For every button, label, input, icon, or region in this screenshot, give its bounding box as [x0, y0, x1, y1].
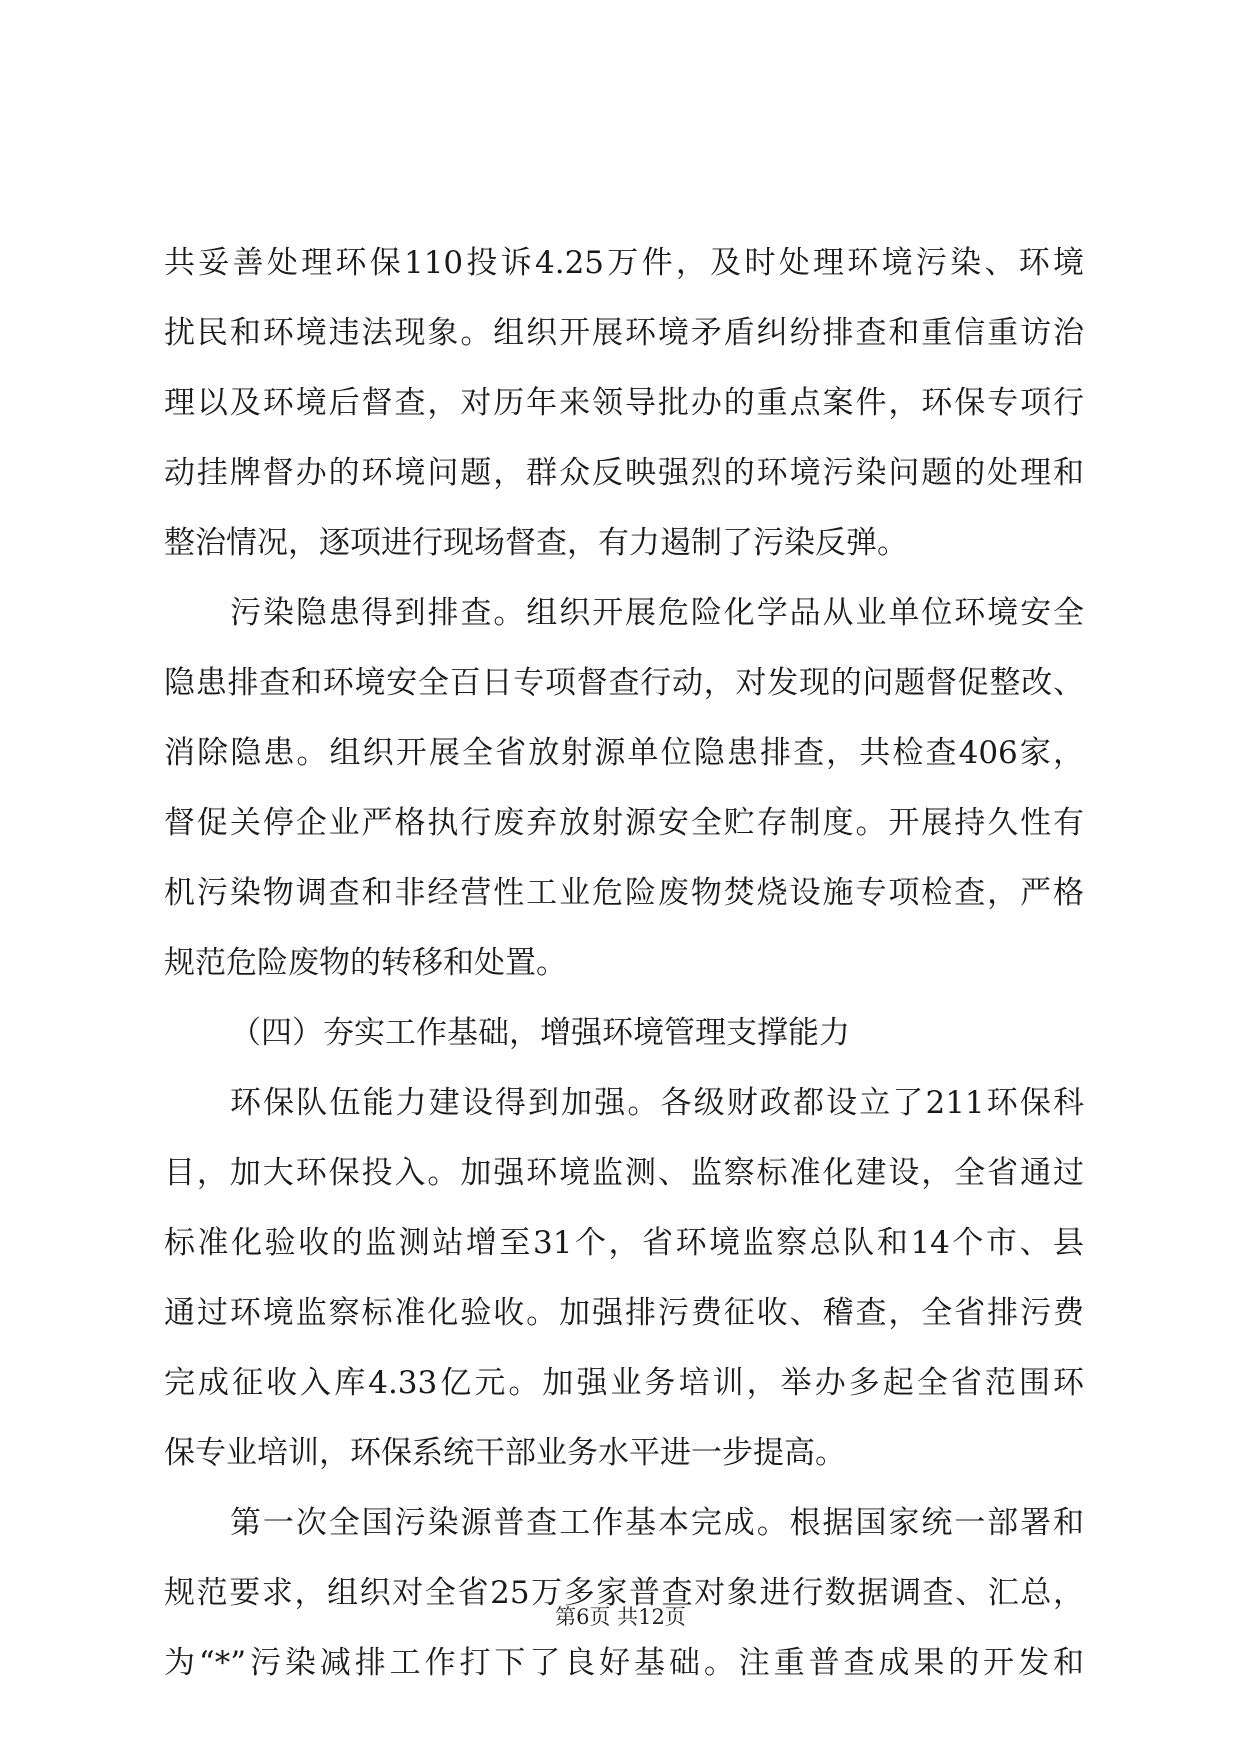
paragraph-2-line-3: 消除隐患。组织开展全省放射源单位隐患排查，共检查406家，: [164, 735, 1084, 771]
paragraph-2-line-4: 督促关停企业严格执行废弃放射源安全贮存制度。开展持久性有: [164, 805, 1084, 841]
paragraph-3-line-6: 保专业培训，环保系统干部业务水平进一步提高。: [164, 1435, 846, 1471]
paragraph-4-line-3: 为“*”污染减排工作打下了良好基础。注重普查成果的开发和: [164, 1645, 1084, 1681]
paragraph-2-line-1: 污染隐患得到排查。组织开展危险化学品从业单位环境安全: [230, 595, 1084, 631]
paragraph-2-line-2: 隐患排查和环境安全百日专项督查行动，对发现的问题督促整改、: [164, 665, 1084, 701]
paragraph-3-line-3: 标准化验收的监测站增至31个，省环境监察总队和14个市、县: [164, 1225, 1084, 1261]
document-body: [164, 228, 1084, 1698]
paragraph-3-line-5: 完成征收入库4.33亿元。加强业务培训，举办多起全省范围环: [164, 1365, 1084, 1401]
paragraph-1-line-1: 共妥善处理环保110投诉4.25万件，及时处理环境污染、环境: [164, 245, 1084, 281]
paragraph-2-line-5: 机污染物调查和非经营性工业危险废物焚烧设施专项检查，严格: [164, 875, 1084, 911]
paragraph-4-line-1: 第一次全国污染源普查工作基本完成。根据国家统一部署和: [230, 1505, 1084, 1541]
section-heading: （四）夯实工作基础，增强环境管理支撑能力: [230, 1015, 850, 1051]
paragraph-2-line-6: 规范危险废物的转移和处置。: [164, 945, 567, 981]
page-footer: 第6页 共12页: [555, 1605, 686, 1629]
paragraph-4-line-2: 规范要求，组织对全省25万多家普查对象进行数据调查、汇总，: [164, 1575, 1084, 1611]
paragraph-1-line-2: 扰民和环境违法现象。组织开展环境矛盾纠纷排查和重信重访治: [164, 315, 1084, 351]
paragraph-3-line-1: 环保队伍能力建设得到加强。各级财政都设立了211环保科: [230, 1085, 1084, 1121]
paragraph-1-line-5: 整治情况，逐项进行现场督查，有力遏制了污染反弹。: [164, 525, 908, 561]
paragraph-3-line-2: 目，加大环保投入。加强环境监测、监察标准化建设，全省通过: [164, 1155, 1084, 1191]
paragraph-1-line-4: 动挂牌督办的环境问题，群众反映强烈的环境污染问题的处理和: [164, 455, 1084, 491]
paragraph-3-line-4: 通过环境监察标准化验收。加强排污费征收、稽查，全省排污费: [164, 1295, 1084, 1331]
paragraph-1-line-3: 理以及环境后督查，对历年来领导批办的重点案件，环保专项行: [164, 385, 1084, 421]
